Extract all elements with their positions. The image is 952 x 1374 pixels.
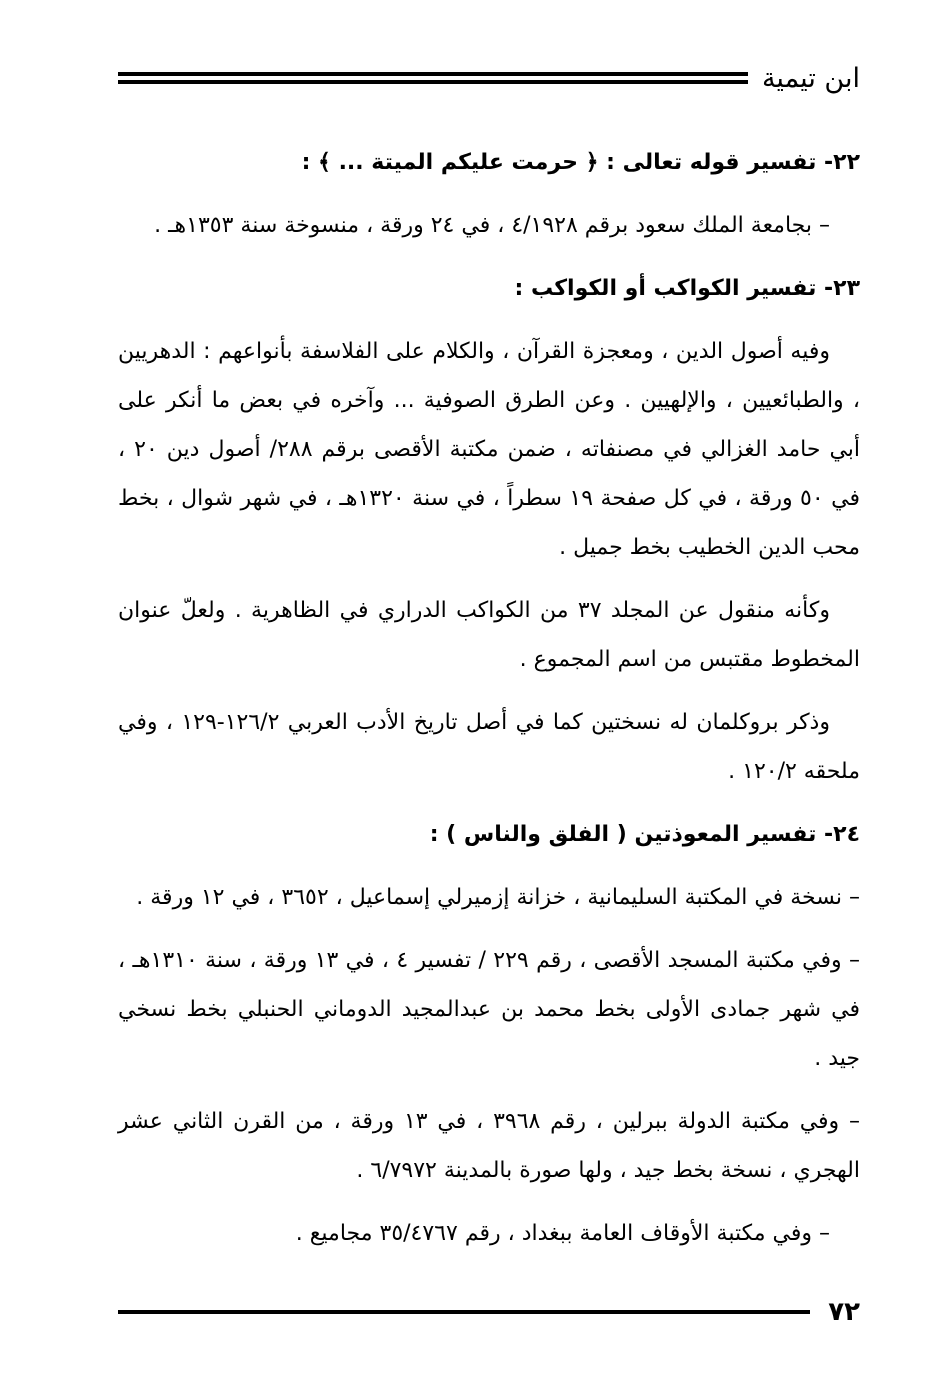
entry-24-item-4: – وفي مكتبة الأوقاف العامة ببغداد ، رقم ٣٥/٤٧٦٧ مجاميع . <box>295 1221 830 1246</box>
running-header <box>118 58 860 98</box>
entry-24-item-2: – وفي مكتبة المسجد الأقصى ، رقم ٢٢٩ / تفسير ٤ ، في ١٣ ورقة ، سنة ١٣١٠هـ ، في شهر جمادى الأولى بخط محمد بن عبدالمجيد الدوماني الحنبلي بخط نسخي جيد . <box>118 948 861 1071</box>
entry-23-note: وكأنه منقول عن المجلد ٣٧ من الكواكب الدراري في الظاهرية . ولعلّ عنوان المخطوط مقتبس من اسم المجموع . <box>118 598 860 672</box>
entry-23-brockelmann: وذكر بروكلمان له نسختين كما في أصل تاريخ الأدب العربي ١٢٦/٢-١٢٩ ، وفي ملحقه ١٢٠/٢ . <box>118 710 860 784</box>
running-header-title: ابن تيمية <box>761 62 860 94</box>
entry-24-item-3: – وفي مكتبة الدولة ببرلين ، رقم ٣٩٦٨ ، في ١٣ ورقة ، من القرن الثاني عشر الهجري ، نسخة بخط جيد ، ولها صورة بالمدينة ٦/٧٩٧٢ . <box>118 1109 861 1183</box>
entry-heading-24: ٢٤- تفسير المعوذتين ( الفلق والناس ) : <box>429 822 860 847</box>
entry-24-item-1: – نسخة في المكتبة السليمانية ، خزانة إزميرلي إسماعيل ، ٣٦٥٢ ، في ١٢ ورقة . <box>136 885 860 910</box>
entry-heading-22: ٢٢- تفسير قوله تعالى : ﴿ حرمت عليكم الميتة ... ﴾ : <box>301 150 860 175</box>
entry-heading-23: ٢٣- تفسير الكواكب أو الكواكب : <box>514 276 860 301</box>
page-number: ٧٢ <box>828 1297 860 1327</box>
header-double-rule <box>118 72 748 84</box>
page-body <box>118 138 860 1272</box>
entry-22-item-1: – بجامعة الملك سعود برقم ٤/١٩٢٨ ، في ٢٤ ورقة ، منسوخة سنة ١٣٥٣هـ . <box>154 213 830 238</box>
footer-rule <box>118 1310 810 1314</box>
page-footer <box>118 1292 860 1332</box>
entry-23-description: وفيه أصول الدين ، ومعجزة القرآن ، والكلام على الفلاسفة بأنواعهم : الدهريين ، والطبائعيين ، والإلهيين . وعن الطرق الصوفية ... وآخره في بعض ما أنكر على أبي حامد الغزالي في مصنفاته ، ضمن مكتبة الأقصى برقم ٢٨٨/ أصول دين ٢٠ ، في ٥٠ ورقة ، في كل صفحة ١٩ سطراً ، في سنة ١٣٢٠هـ ، في شهر شوال ، بخط محب الدين الخطيب بخط جميل . <box>118 339 861 560</box>
